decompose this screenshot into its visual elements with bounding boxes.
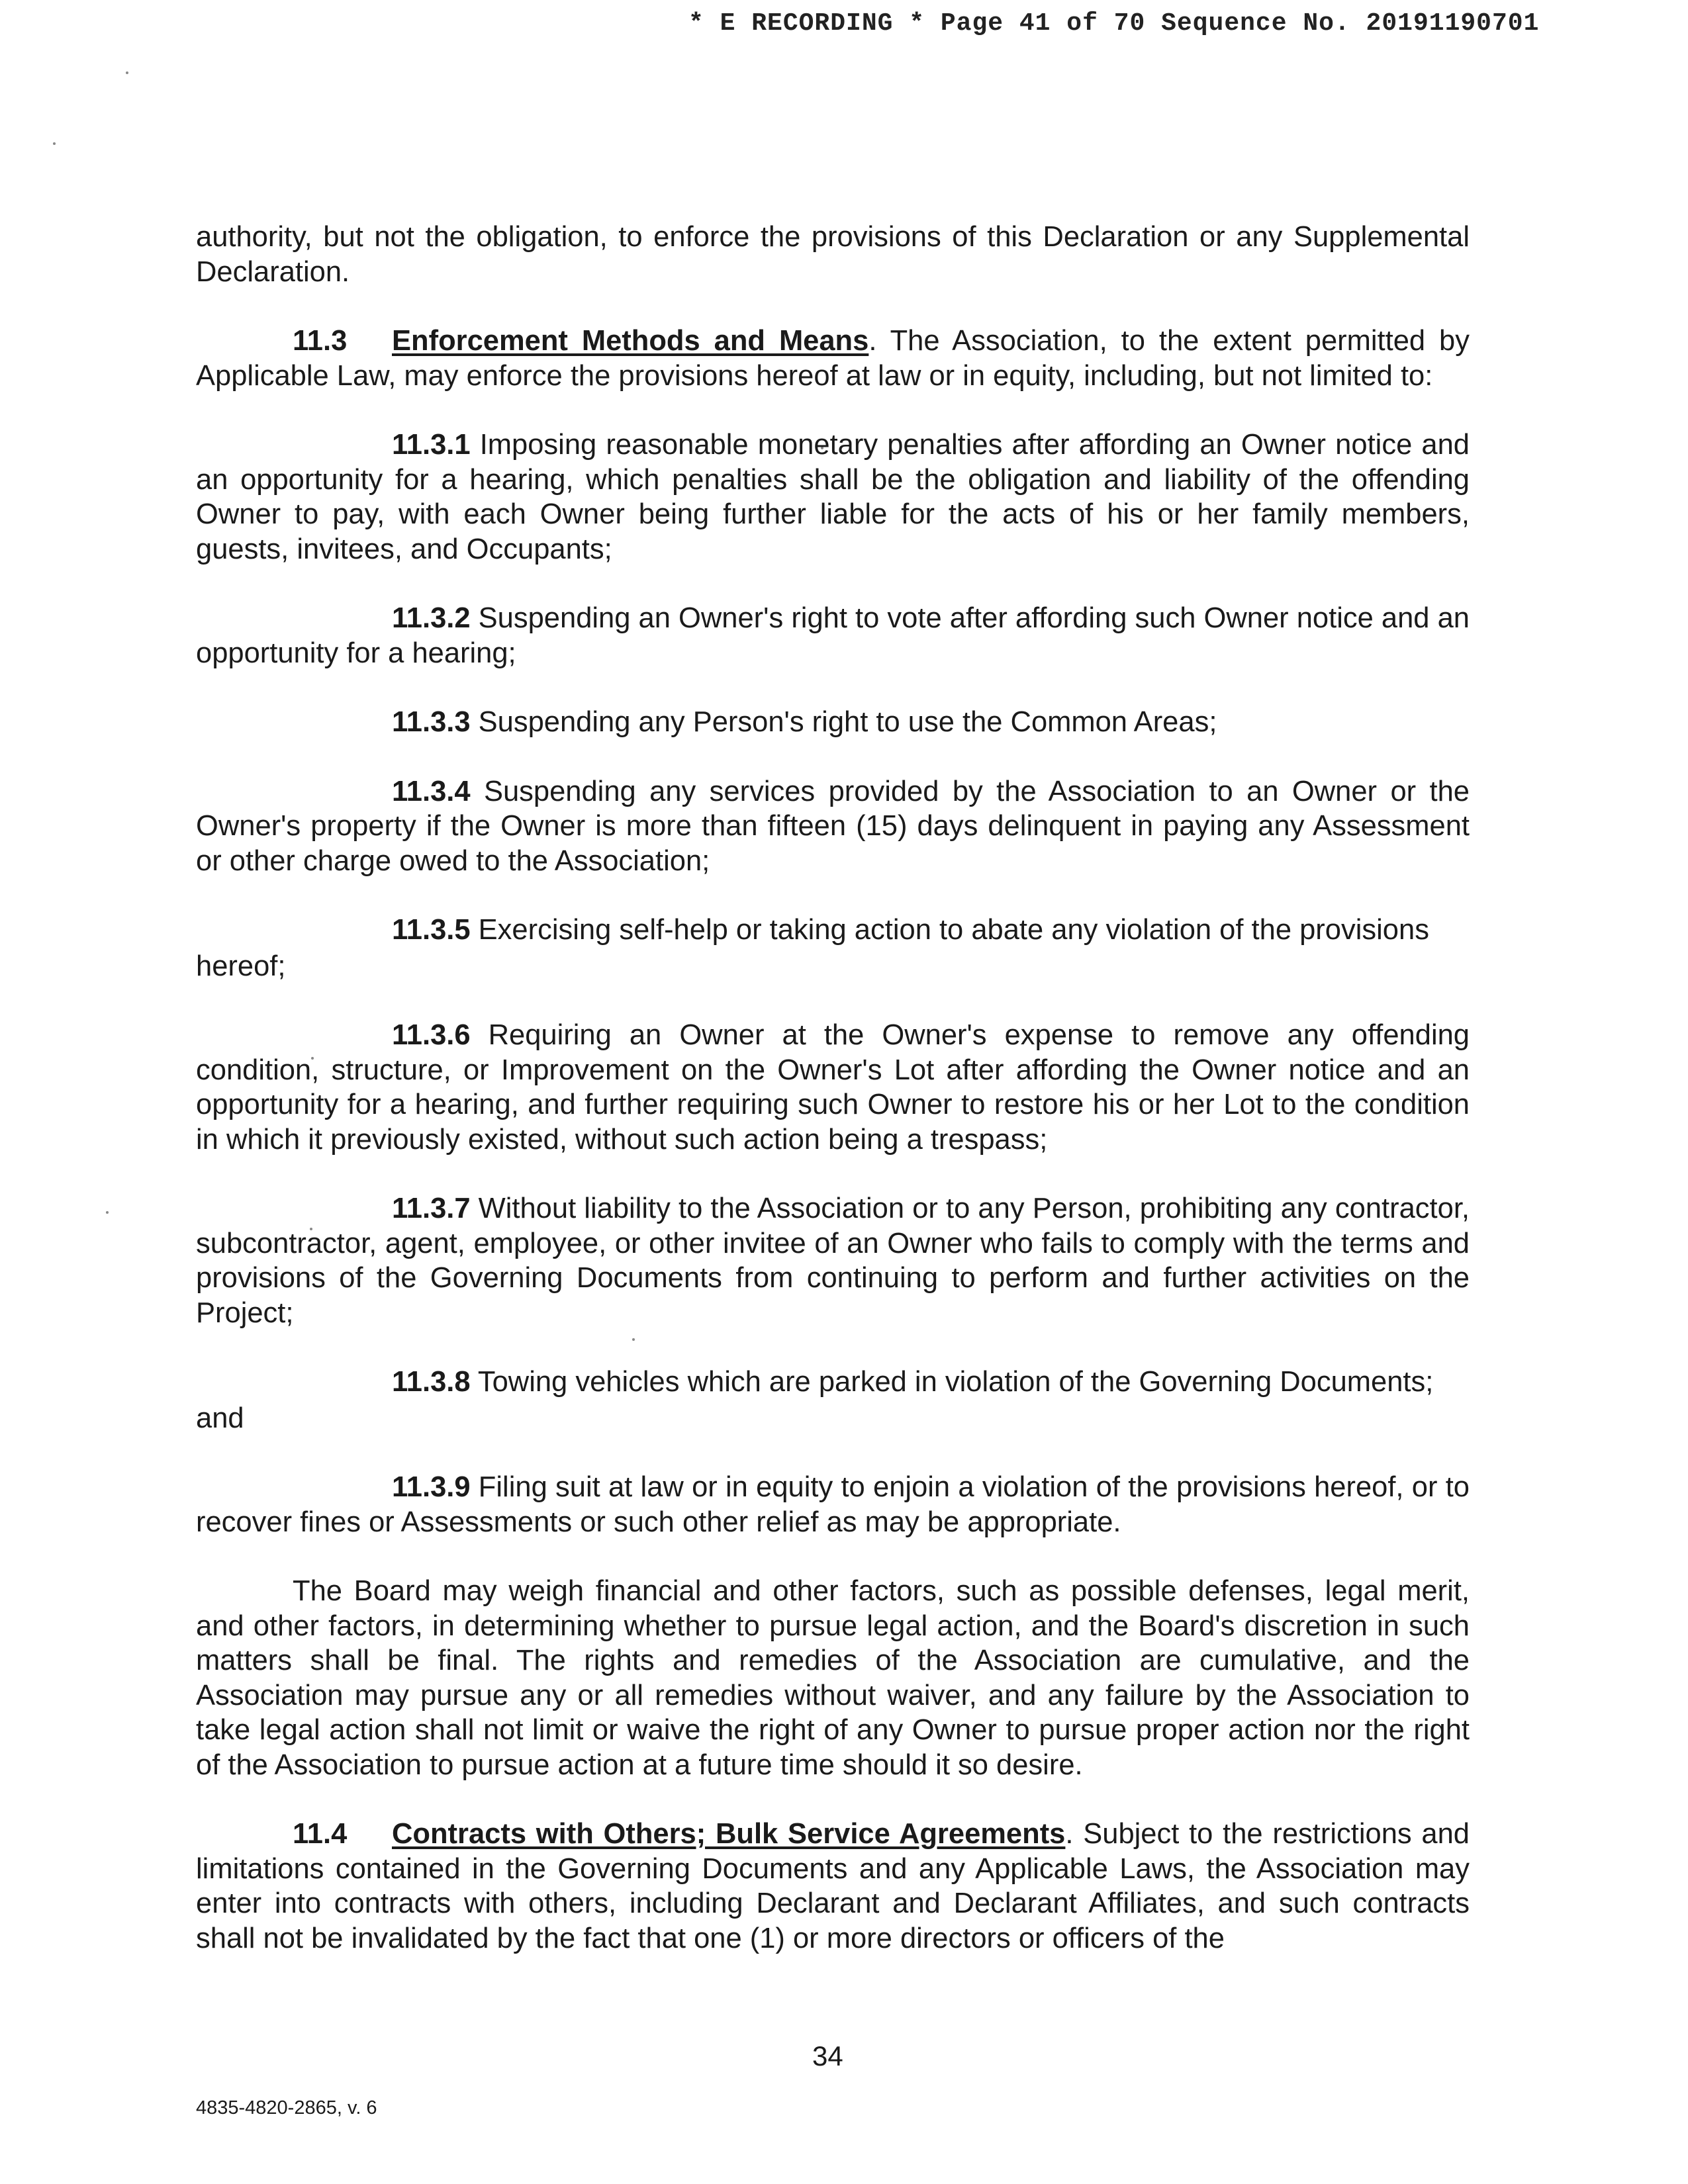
section-heading: Contracts with Others; Bulk Service Agreements — [392, 1818, 1066, 1850]
subsection-11-3-9 — [196, 1470, 1470, 1539]
section-text: . The Association, to the extent permitted by Applicable Law, may enforce the provisions hereof at law or in equity, including, but not limited to: — [196, 325, 1470, 392]
subsection-text: Without liability to the Association or to any Person, prohibiting any contractor, subcontractor, agent, employee, or other invitee of an Owner who fails to comply with the terms and provisions of the Governing Documents from continuing to perform and further activities on the Project; — [196, 1193, 1470, 1329]
subsection-11-3-3 — [196, 705, 1470, 740]
section-11-3 — [196, 324, 1470, 393]
subsection-11-3-8 — [196, 1365, 1470, 1400]
subsection-11-3-1 — [196, 428, 1470, 567]
subsection-text: Suspending any Person's right to use the Common Areas; — [470, 706, 1217, 738]
section-heading: Enforcement Methods and Means — [392, 325, 869, 357]
subsection-text: Towing vehicles which are parked in violation of the Governing Documents; — [470, 1366, 1434, 1398]
subsection-11-3-7 — [196, 1191, 1470, 1330]
subsection-text: Suspending an Owner's right to vote after affording such Owner notice and an opportunity for a hearing; — [196, 602, 1470, 669]
scan-speck — [126, 71, 128, 74]
subsection-text: Imposing reasonable monetary penalties after affording an Owner notice and an opportunity for a hearing, which penalties shall be the obligation and liability of the offending Owner to pay, with each Owner being further liable for the acts of his or her family members, guests, invitees, and Occupants; — [196, 429, 1470, 565]
document-id: 4835-4820-2865, v. 6 — [196, 2097, 377, 2118]
scan-speck — [53, 142, 56, 145]
section-number: 11.4 — [293, 1818, 348, 1850]
subsection-text: Suspending any services provided by the Association to an Owner or the Owner's property if the Owner is more than fifteen (15) days delinquent in paying any Assessment or other charge owed to the Association; — [196, 775, 1470, 877]
subsection-number: 11.3.1 — [392, 429, 471, 461]
paragraph-board: The Board may weigh financial and other factors, such as possible defenses, legal merit, and other factors, in determining whether to pursue legal action, and the Board's discretion in such matters shall be final. The rights and remedies of the Association are cumulative, and the Association may pursue any or all remedies without waiver, and any failure by the Association to take legal action shall not limit or waive the right of any Owner to pursue proper action nor the right of the Association to pursue action at a future time should it so desire. — [196, 1575, 1470, 1781]
subsection-number: 11.3.5 — [392, 914, 471, 946]
subsection-number: 11.3.8 — [392, 1366, 471, 1398]
recording-stamp: * E RECORDING * Page 41 of 70 Sequence No. 20191190701 — [688, 9, 1540, 38]
subsection-11-3-2 — [196, 601, 1470, 670]
subsection-text: Exercising self-help or taking action to abate any violation of the provisions — [470, 914, 1429, 946]
section-11-4 — [196, 1817, 1470, 1956]
paragraph-intro: authority, but not the obligation, to enforce the provisions of this Declaration or any Supplemental Declaration. — [196, 221, 1470, 288]
subsection-11-3-6 — [196, 1018, 1470, 1157]
page-number: 34 — [812, 2040, 843, 2071]
subsection-tail: hereof; — [196, 950, 286, 982]
subsection-text: Filing suit at law or in equity to enjoin a violation of the provisions hereof, or to recover fines or Assessments or such other relief as may be appropriate. — [196, 1471, 1470, 1538]
subsection-number: 11.3.2 — [392, 602, 471, 634]
subsection-number: 11.3.9 — [392, 1471, 471, 1503]
section-text: . Subject to the restrictions and limitations contained in the Governing Documents and any Applicable Laws, the Association may enter into contracts with others, including Declarant and Declarant Affiliates, and such contracts shall not be invalidated by the fact that one (1) or more directors or officers of the — [196, 1818, 1470, 1954]
subsection-number: 11.3.4 — [392, 775, 471, 807]
subsection-tail: and — [196, 1402, 244, 1434]
subsection-11-3-5 — [196, 913, 1470, 948]
subsection-number: 11.3.3 — [392, 706, 471, 738]
subsection-11-3-4 — [196, 774, 1470, 879]
scan-speck — [106, 1211, 109, 1214]
section-number: 11.3 — [293, 325, 348, 357]
subsection-number: 11.3.6 — [392, 1019, 471, 1051]
document-body — [196, 220, 1470, 1990]
subsection-text: Requiring an Owner at the Owner's expense to remove any offending condition, structure, or Improvement on the Owner's Lot after affording the Owner notice and an opportunity for a hearing, and further requiring such Owner to restore his or her Lot to the condition in which it previously existed, without such action being a trespass; — [196, 1019, 1470, 1156]
subsection-number: 11.3.7 — [392, 1193, 471, 1224]
